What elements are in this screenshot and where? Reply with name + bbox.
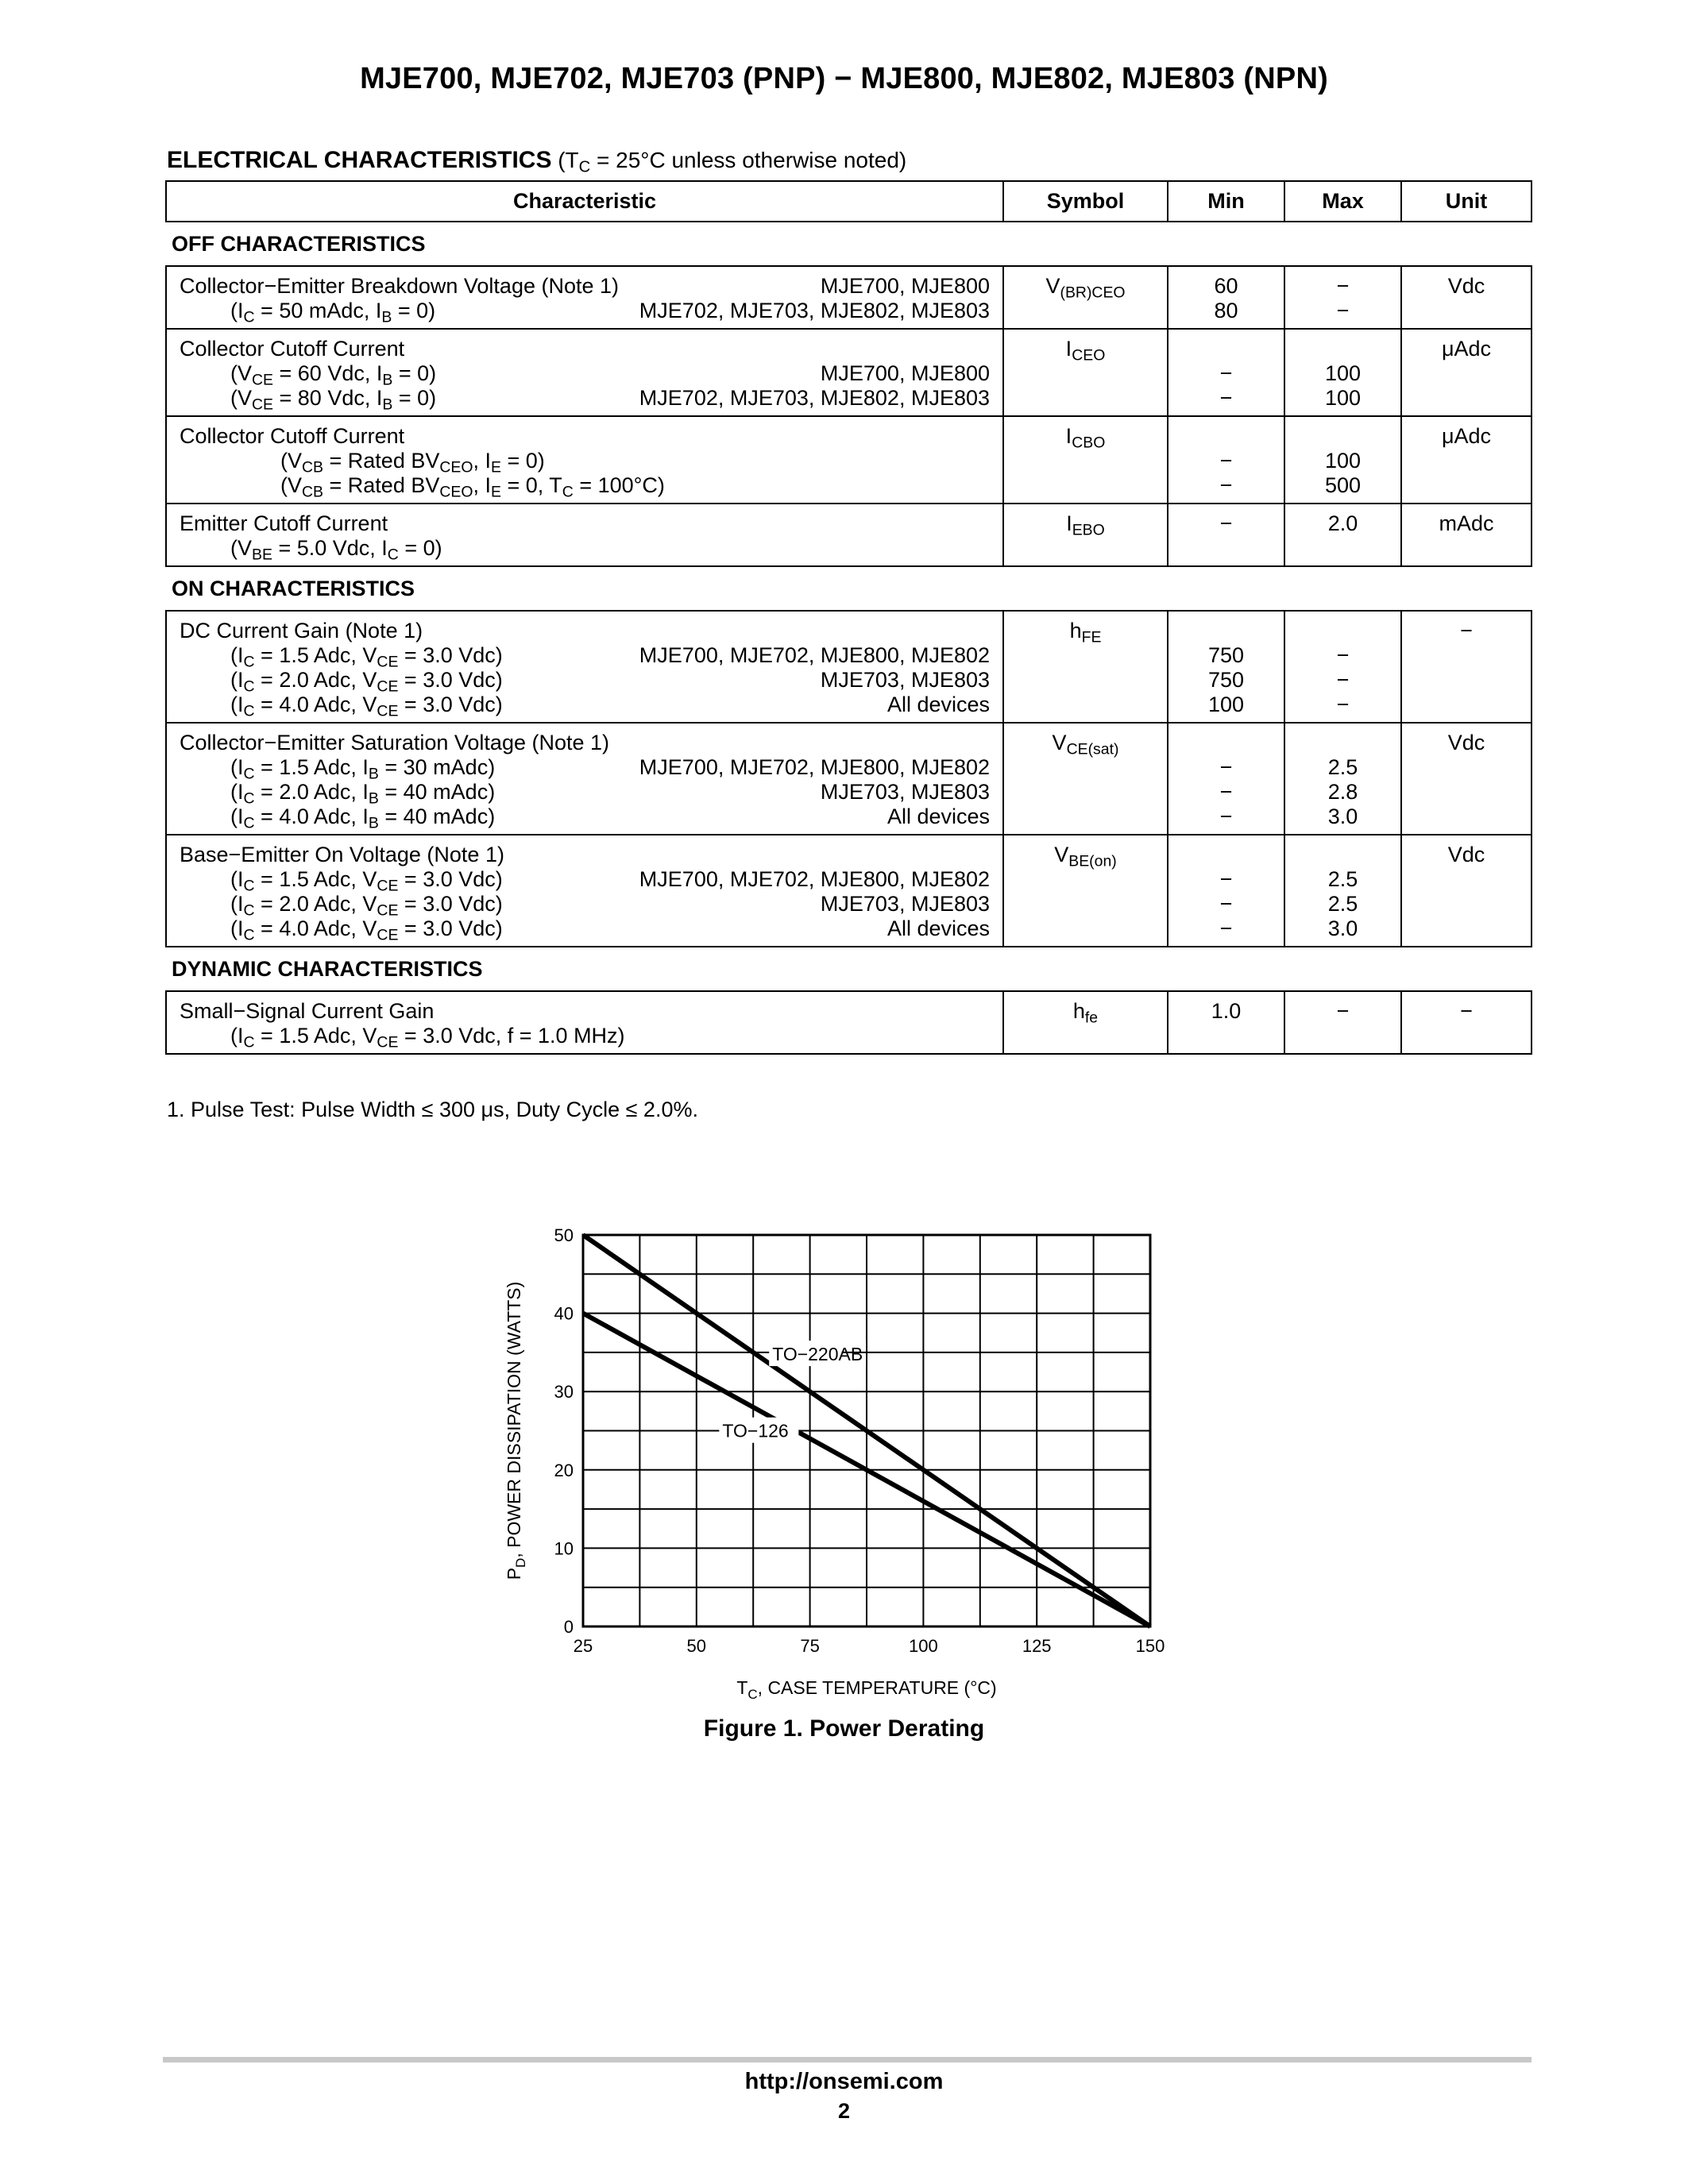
page-number: 2 xyxy=(837,2099,851,2123)
table-row: Collector−Emitter Breakdown Voltage (Note 1) MJE700, MJE800 ($I_C = 50$ mAdc, $I_B = 0$) MJE702, MJE703, MJE802, MJE803 $V_{(BR)CEO}$ 60 80 − − Vdc xyxy=(167,267,1531,330)
symbol: $h_{FE}$ xyxy=(1069,619,1102,646)
symbol: $h_{fe}$ xyxy=(1072,999,1099,1027)
x-tick-label: 125 xyxy=(1022,1636,1052,1656)
y-axis-label: $P_D$, POWER DISSIPATION (WATTS) xyxy=(504,1281,528,1580)
header-unit: Unit xyxy=(1445,189,1488,213)
ec-condition: ($T_C = 25^\circ C$ unless otherwise noted) xyxy=(558,148,907,176)
symbol: $I_{CEO}$ xyxy=(1065,337,1106,365)
x-tick-label: 150 xyxy=(1135,1636,1165,1656)
on-characteristics-group xyxy=(165,610,1532,947)
off-characteristics-group xyxy=(165,265,1532,567)
header-symbol: Symbol xyxy=(1004,182,1168,221)
table-row: Small−Signal Current Gain ($I_C = 1.5$ Adc, $V_{CE} = 3.0$ Vdc, f = 1.0 MHz) $h_{fe}$ 1.0 − − xyxy=(167,992,1531,1053)
header-max: Max xyxy=(1285,182,1402,221)
header-characteristic: Characteristic xyxy=(167,182,1004,221)
table-row: Emitter Cutoff Current ($V_{BE} = 5.0$ Vdc, $I_C = 0$) $I_{EBO}$ − 2.0 mAdc xyxy=(167,504,1531,565)
symbol: $I_{CBO}$ xyxy=(1065,424,1106,452)
figure-caption: Figure 1. Power Derating xyxy=(703,1715,985,1742)
power-derating-chart xyxy=(477,1211,1192,1704)
table-row: Base−Emitter On Voltage (Note 1) ($I_C = 1.5$ Adc, $V_{CE} = 3.0$ Vdc) MJE700, MJE702, MJE800, MJE802 ($I_C = 2.0$ Adc, $V_{CE} = 3.0$ Vdc) MJE703, MJE803 ($I_C = 4.0$ Adc, $V_{CE} = 3.0$ Vdc) All devices $V_{BE(on)}$ − − − 2.5 2.5 3.0 Vdc xyxy=(167,835,1531,946)
chart-ticks xyxy=(554,1225,1165,1656)
footnote: 1. Pulse Test: Pulse Width ≤ 300 μs, Duty Cycle ≤ 2.0%. xyxy=(167,1098,698,1121)
header-min: Min xyxy=(1168,182,1285,221)
symbol: $I_{EBO}$ xyxy=(1066,511,1105,539)
section-dynamic: DYNAMIC CHARACTERISTICS xyxy=(172,957,483,981)
y-tick-label: 20 xyxy=(554,1460,574,1480)
symbol: $V_{(BR)CEO}$ xyxy=(1045,274,1126,302)
y-tick-label: 50 xyxy=(554,1225,574,1245)
section-on: ON CHARACTERISTICS xyxy=(172,577,415,600)
electrical-characteristics-table xyxy=(165,180,1532,1055)
x-tick-label: 75 xyxy=(800,1636,820,1656)
footer-divider xyxy=(163,2057,1532,2062)
series-label-to220ab: TO−220AB xyxy=(772,1344,863,1365)
electrical-characteristics-header xyxy=(167,147,906,174)
y-tick-label: 0 xyxy=(563,1617,574,1637)
x-axis-label: $T_C$, CASE TEMPERATURE (°C) xyxy=(736,1677,997,1702)
y-tick-label: 40 xyxy=(554,1303,574,1324)
page-title: MJE700, MJE702, MJE703 (PNP) − MJE800, MJE802, MJE803 (NPN) xyxy=(360,62,1328,95)
symbol: $V_{BE(on)}$ xyxy=(1054,843,1117,870)
x-tick-label: 50 xyxy=(686,1636,707,1656)
y-tick-label: 30 xyxy=(554,1382,574,1403)
footer-url[interactable]: http://onsemi.com xyxy=(744,2069,944,2094)
table-row: Collector−Emitter Saturation Voltage (Note 1) ($I_C = 1.5$ Adc, $I_B = 30$ mAdc) MJE700, MJE702, MJE800, MJE802 ($I_C = 2.0$ Adc, $I_B = 40$ mAdc) MJE703, MJE803 ($I_C = 4.0$ Adc, $I_B = 40$ mAdc) All devices $V_{CE(sat)}$ − − − 2.5 2.8 3.0 Vdc xyxy=(167,723,1531,835)
table-row: Collector Cutoff Current ($V_{CB}$ = Rated $BV_{CEO}$, $I_E = 0$) ($V_{CB}$ = Rated $BV_{CEO}$, $I_E = 0$, $T_C = 100^\circ C$) $I_{CBO}$ − − 100 500 μAdc xyxy=(167,417,1531,504)
table-row: DC Current Gain (Note 1) ($I_C = 1.5$ Adc, $V_{CE} = 3.0$ Vdc) MJE700, MJE702, MJE800, MJE802 ($I_C = 2.0$ Adc, $V_{CE} = 3.0$ Vdc) MJE703, MJE803 ($I_C = 4.0$ Adc, $V_{CE} = 3.0$ Vdc) All devices $h_{FE}$ 750 750 100 − − − − xyxy=(167,612,1531,723)
dynamic-characteristics-group xyxy=(165,990,1532,1055)
ec-title: ELECTRICAL CHARACTERISTICS xyxy=(167,147,552,173)
table-header-row xyxy=(165,180,1532,222)
symbol: $V_{CE(sat)}$ xyxy=(1052,731,1119,758)
series-label-to126: TO−126 xyxy=(722,1420,789,1441)
x-tick-label: 25 xyxy=(573,1636,593,1656)
section-off: OFF CHARACTERISTICS xyxy=(172,232,426,256)
y-tick-label: 10 xyxy=(554,1538,574,1559)
x-tick-label: 100 xyxy=(909,1636,938,1656)
table-row: Collector Cutoff Current ($V_{CE} = 60$ Vdc, $I_B = 0$) MJE700, MJE800 ($V_{CE} = 80$ Vdc, $I_B = 0$) MJE702, MJE703, MJE802, MJE803 $I_{CEO}$ − − 100 100 μAdc xyxy=(167,330,1531,417)
